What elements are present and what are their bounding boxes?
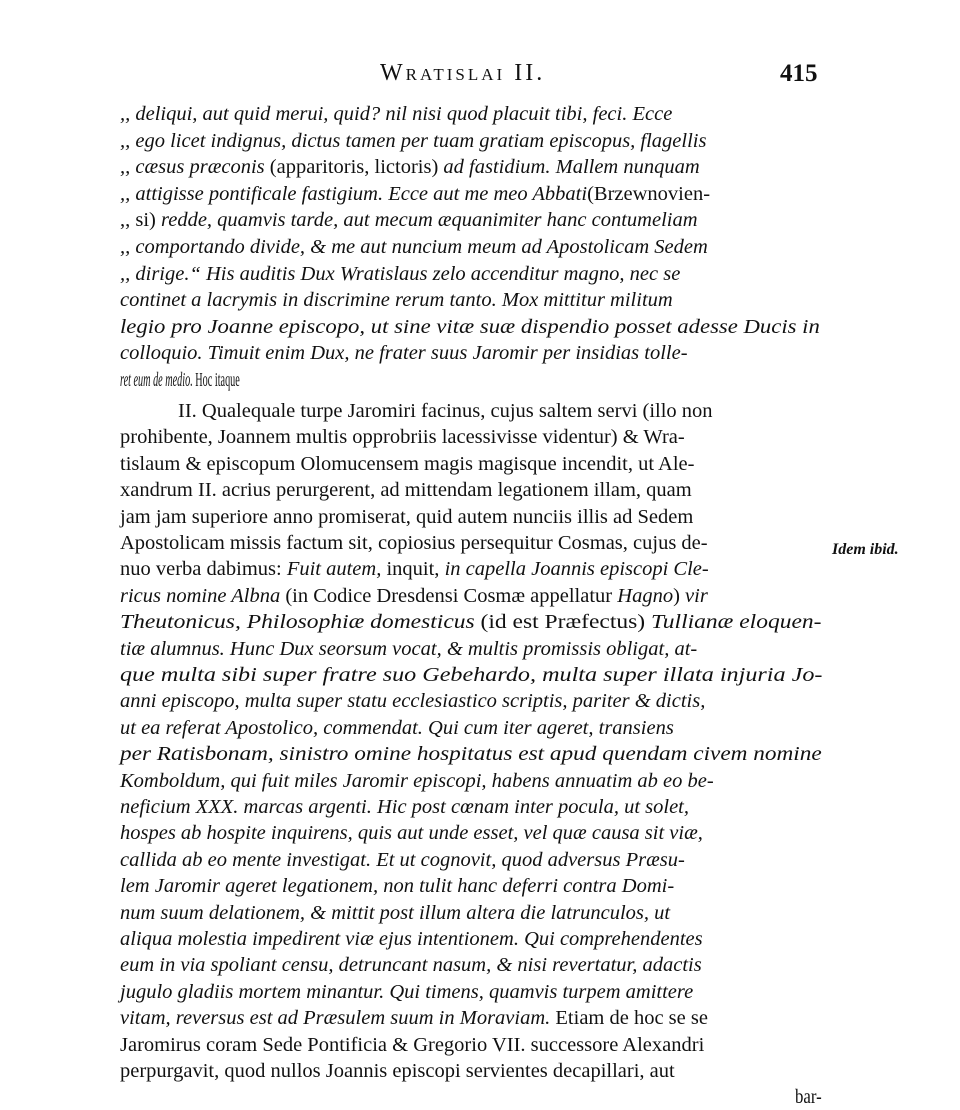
text-line (120, 101, 672, 127)
text-segment: hospes ab hospite inquirens, quis aut unde esset, vel quæ causa sit viæ, (120, 822, 703, 845)
text-segment: eum in via spoliant censu, detruncant nasum, & nisi revertatur, adactis (120, 954, 702, 977)
text-segment: inquit, (381, 558, 445, 581)
text-segment: tislaum & episcopum Olomucensem magis magisque incendit, ut Ale- (120, 452, 695, 475)
text-segment: Komboldum, qui fuit miles Jaromir episcopi, habens annuatim ab eo be- (120, 769, 714, 792)
text-line (120, 873, 674, 899)
text-segment: jugulo gladiis mortem minantur. Qui timens, quamvis turpem amittere (120, 980, 694, 1003)
text-segment: ,, cæsus præconis (120, 156, 270, 179)
text-segment: ut ea referat Apostolico, commendat. Qui cum iter ageret, transiens (120, 716, 674, 739)
text-segment: num suum delationem, & mittit post illum altera die latrunculos, ut (120, 901, 671, 924)
text-line (178, 398, 713, 424)
text-line (120, 234, 708, 260)
text-line (120, 504, 693, 530)
text-segment: ,, comportando divide, & me aut nuncium meum ad Apostolicam Sedem (120, 236, 708, 258)
text-segment: legio pro Joanne episcopo, ut sine vitæ suæ dispendio posset adesse Ducis in (120, 315, 820, 338)
text-line (120, 181, 710, 207)
text-line (120, 820, 703, 846)
text-segment: vir (685, 584, 708, 607)
text-segment: Tullianæ eloquen- (651, 611, 822, 634)
text-segment: in capella Joannis episcopi Cle- (444, 558, 709, 581)
text-segment: aliqua molestia impedirent viæ ejus intentionem. Qui comprehendentes (120, 928, 703, 950)
page-number: 415 (780, 60, 818, 87)
text-line (120, 688, 705, 714)
text-line (120, 287, 673, 313)
text-segment: Etiam de hoc se se (550, 1007, 708, 1030)
text-line (120, 1005, 708, 1031)
text-segment: ,, attigisse pontificale fastigium. Ecce aut me meo Abbati (120, 182, 588, 205)
text-line (120, 768, 714, 794)
text-segment: xandrum II. acrius perurgerent, ad mittendam legationem illam, quam (120, 479, 692, 502)
text-segment: que multa sibi super fratre suo Gebehardo, multa super illata injuria Jo- (120, 664, 823, 686)
text-line (120, 1032, 704, 1058)
text-segment: vitam, reversus est ad Præsulem suum in Moraviam. (120, 1007, 551, 1030)
text-line (120, 609, 821, 635)
text-line (120, 741, 822, 767)
text-line (120, 583, 708, 609)
text-segment: (id est Præfectus) (474, 611, 652, 634)
text-segment: Apostolicam missis factum sit, copiosius persequitur Cosmas, cujus de- (120, 532, 708, 554)
text-segment: ret eum de medio. (120, 369, 193, 391)
text-line (120, 451, 694, 477)
text-segment: Hoc itaque (192, 369, 240, 391)
text-line (120, 979, 693, 1005)
text-segment: Jaromirus coram Sede Pontificia & Gregorio VII. successore Alexandri (120, 1033, 705, 1056)
text-line (120, 314, 820, 340)
text-line (120, 715, 674, 741)
text-segment: jam jam superiore anno promiserat, quid autem nunciis illis ad Sedem (120, 505, 694, 528)
text-line (120, 424, 685, 450)
text-segment: continet a lacrymis in discrimine rerum tanto. Mox mittitur militum (120, 289, 673, 312)
text-segment: ,, ego licet indignus, dictus tamen per tuam gratiam episcopus, flagellis (120, 129, 707, 152)
text-line (120, 556, 709, 582)
text-segment: per Ratisbonam, sinistro omine hospitatus est apud quendam civem nomine (120, 743, 822, 766)
text-segment: tiæ alumnus. Hunc Dux seorsum vocat, & multis promissis obligat, at- (120, 637, 698, 660)
text-segment: (in Codice Dresdensi Cosmæ appellatur (280, 584, 618, 607)
text-segment: ,, si) (120, 209, 156, 232)
text-segment: lem Jaromir ageret legationem, non tulit hanc deferri contra Domi- (120, 875, 675, 898)
text-segment: anni episcopo, multa super statu ecclesiastico scriptis, pariter & dictis, (120, 690, 706, 713)
text-segment: Fuit autem, (286, 558, 382, 581)
text-line (120, 926, 703, 952)
text-line (120, 847, 685, 873)
text-line (120, 477, 692, 503)
text-line (120, 367, 240, 393)
text-line (120, 662, 822, 688)
text-segment: neficium XXX. marcas argenti. Hic post cœnam inter pocula, ut solet, (120, 796, 689, 818)
text-segment: II. Qualequale turpe Jaromiri facinus, cujus saltem servi (illo non (178, 400, 713, 422)
text-line (120, 154, 700, 180)
text-line (120, 794, 689, 820)
text-line (120, 207, 698, 233)
text-segment: ad fastidium. Mallem nunquam (438, 156, 700, 179)
text-segment: colloquio. Timuit enim Dux, ne frater suus Jaromir per insidias tolle- (120, 342, 688, 365)
text-segment: Hagno (617, 584, 674, 607)
text-segment: (apparitoris, lictoris) (269, 156, 439, 179)
text-segment: ,, dirige.“ His auditis Dux Wratislaus zelo accenditur magno, nec se (120, 262, 681, 285)
text-segment: (Brzewnovien- (587, 182, 711, 205)
text-line (120, 952, 702, 978)
text-segment: ricus nomine Albna (120, 584, 281, 607)
text-line (120, 340, 688, 366)
text-line (795, 1084, 822, 1110)
text-line (120, 900, 670, 926)
text-line (120, 261, 680, 287)
text-segment: callida ab eo mente investigat. Et ut cognovit, quod adversus Præsu- (120, 848, 685, 871)
text-segment: nuo verba dabimus: (120, 558, 287, 581)
text-line (120, 636, 697, 662)
text-segment: ,, deliqui, aut quid merui, quid? nil nisi quod placuit tibi, feci. Ecce (120, 103, 673, 125)
text-segment: ) (673, 584, 686, 607)
text-segment: prohibente, Joannem multis opprobriis lacessivisse videntur) & Wra- (120, 426, 685, 449)
text-segment: redde, quamvis tarde, aut mecum æquanimiter hanc contumeliam (155, 209, 698, 232)
running-title: Wratislai II. (380, 60, 546, 86)
text-segment: bar- (795, 1086, 822, 1109)
text-line (120, 530, 708, 556)
text-segment: Theutonicus, Philosophiæ domesticus (120, 611, 475, 634)
page-header (0, 60, 960, 100)
text-line (120, 128, 706, 154)
margin-note: Idem ibid. (832, 541, 899, 558)
text-segment: perpurgavit, quod nullos Joannis episcopi servientes decapillari, aut (120, 1060, 675, 1082)
text-line (120, 1058, 675, 1084)
